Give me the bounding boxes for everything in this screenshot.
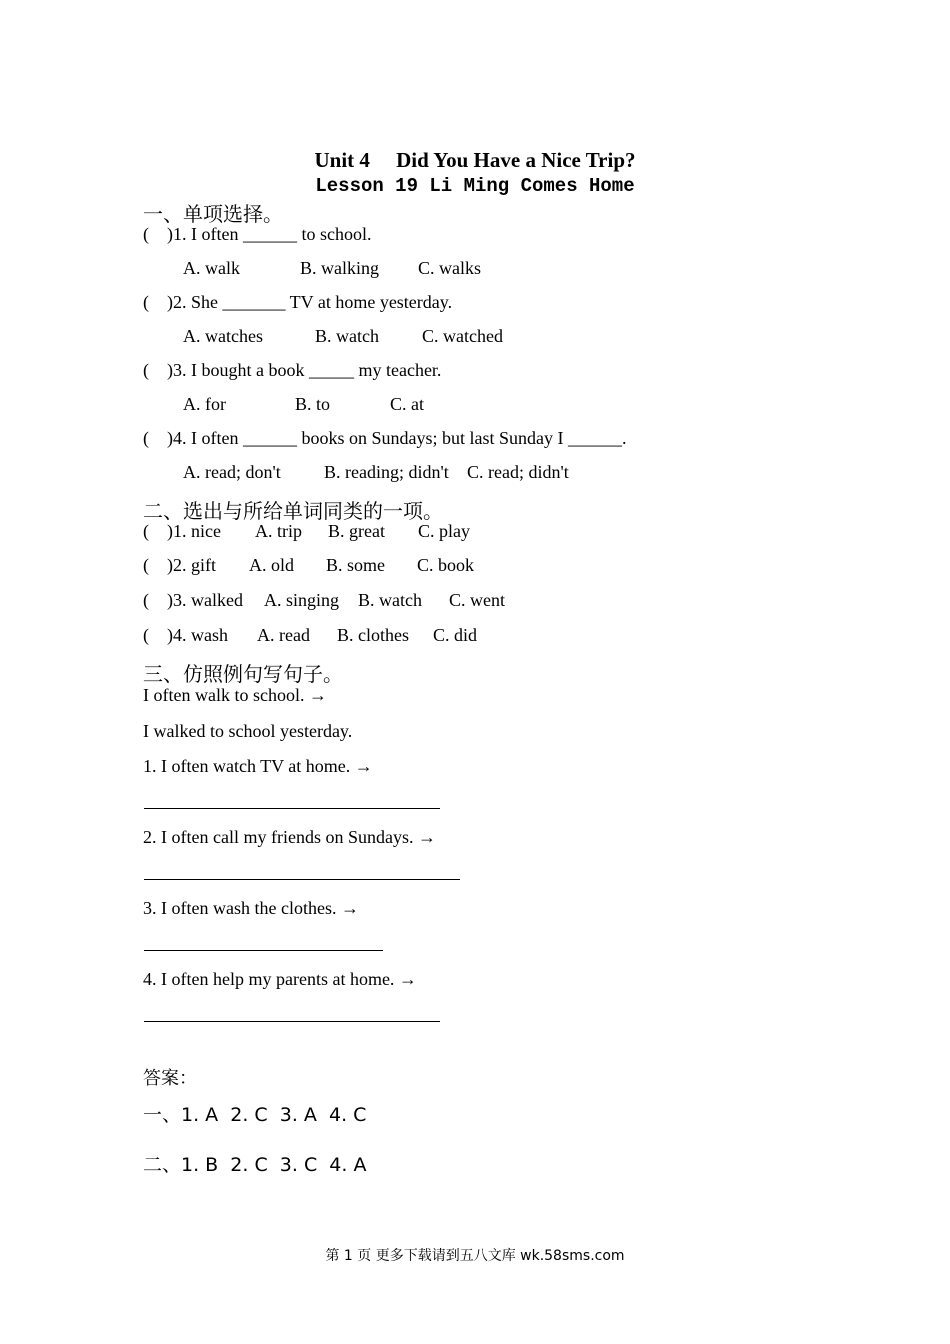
s2-q1-option-b: B. great [328, 521, 385, 541]
s2-q2-option-b: B. some [326, 555, 386, 575]
answer-blank-4 [144, 1021, 440, 1022]
s2-q4-stem: ( )4. wash [143, 625, 228, 645]
s1-q1-option-a: A. walk [183, 258, 240, 278]
s3-item-3: 3. I often wash the clothes. → [143, 898, 359, 918]
s1-q2-option-c: C. watched [422, 326, 503, 346]
s1-q4-option-b: B. reading; didn't [324, 462, 449, 482]
s1-q1-option-c: C. walks [418, 258, 481, 278]
lesson-title: Lesson 19 Li Ming Comes Home [315, 175, 635, 197]
page-footer: 第 1 页 更多下载请到五八文库 wk.58sms.com [325, 1248, 625, 1264]
s2-q4-option-a: A. read [257, 625, 310, 645]
s2-q1-stem: ( )1. nice [143, 521, 221, 541]
answer-blank-2 [144, 879, 460, 880]
s1-q4-option-a: A. read; don't [183, 462, 281, 482]
s3-item-2: 2. I often call my friends on Sundays. → [143, 827, 436, 847]
answers-line-2: 二、1. B 2. C 3. C 4. A [143, 1154, 367, 1176]
s1-q3-option-c: C. at [390, 394, 424, 414]
s1-q2-option-a: A. watches [183, 326, 263, 346]
answers-label: 答案： [143, 1068, 197, 1089]
s2-q3-stem: ( )3. walked [143, 590, 243, 610]
s1-q1-stem: ( )1. I often ______ to school. [143, 224, 372, 244]
s2-q2-option-a: A. old [249, 555, 294, 575]
s1-q4-option-c: C. read; didn't [467, 462, 569, 482]
s1-q4-stem: ( )4. I often ______ books on Sundays; but last Sunday I ______. [143, 428, 627, 448]
s2-q3-option-c: C. went [449, 590, 505, 610]
s3-item-1: 1. I often watch TV at home. → [143, 756, 373, 776]
unit-title: Unit 4 Did You Have a Nice Trip? [314, 148, 636, 172]
s2-q2-stem: ( )2. gift [143, 555, 216, 575]
s2-q1-option-a: A. trip [255, 521, 302, 541]
section1-heading: 一、单项选择。 [143, 202, 283, 226]
s2-q1-option-c: C. play [418, 521, 470, 541]
s2-q3-option-b: B. watch [358, 590, 422, 610]
s3-item-4: 4. I often help my parents at home. → [143, 969, 417, 989]
section2-heading: 二、选出与所给单词同类的一项。 [143, 499, 443, 523]
s1-q3-option-b: B. to [295, 394, 331, 414]
s1-q3-stem: ( )3. I bought a book _____ my teacher. [143, 360, 442, 380]
answers-line-1: 一、1. A 2. C 3. A 4. C [143, 1104, 367, 1126]
answer-blank-3 [144, 950, 383, 951]
section3-heading: 三、仿照例句写句子。 [143, 662, 343, 686]
s1-q1-option-b: B. walking [300, 258, 379, 278]
s2-q4-option-b: B. clothes [337, 625, 409, 645]
s3-example-line1: I often walk to school. → [143, 685, 327, 705]
s3-example-line2: I walked to school yesterday. [143, 721, 353, 741]
s2-q2-option-c: C. book [417, 555, 475, 575]
s2-q4-option-c: C. did [433, 625, 478, 645]
s1-q2-option-b: B. watch [315, 326, 379, 346]
s2-q3-option-a: A. singing [264, 590, 340, 610]
answer-blank-1 [144, 808, 440, 809]
s1-q3-option-a: A. for [183, 394, 226, 414]
s1-q2-stem: ( )2. She _______ TV at home yesterday. [143, 292, 453, 312]
